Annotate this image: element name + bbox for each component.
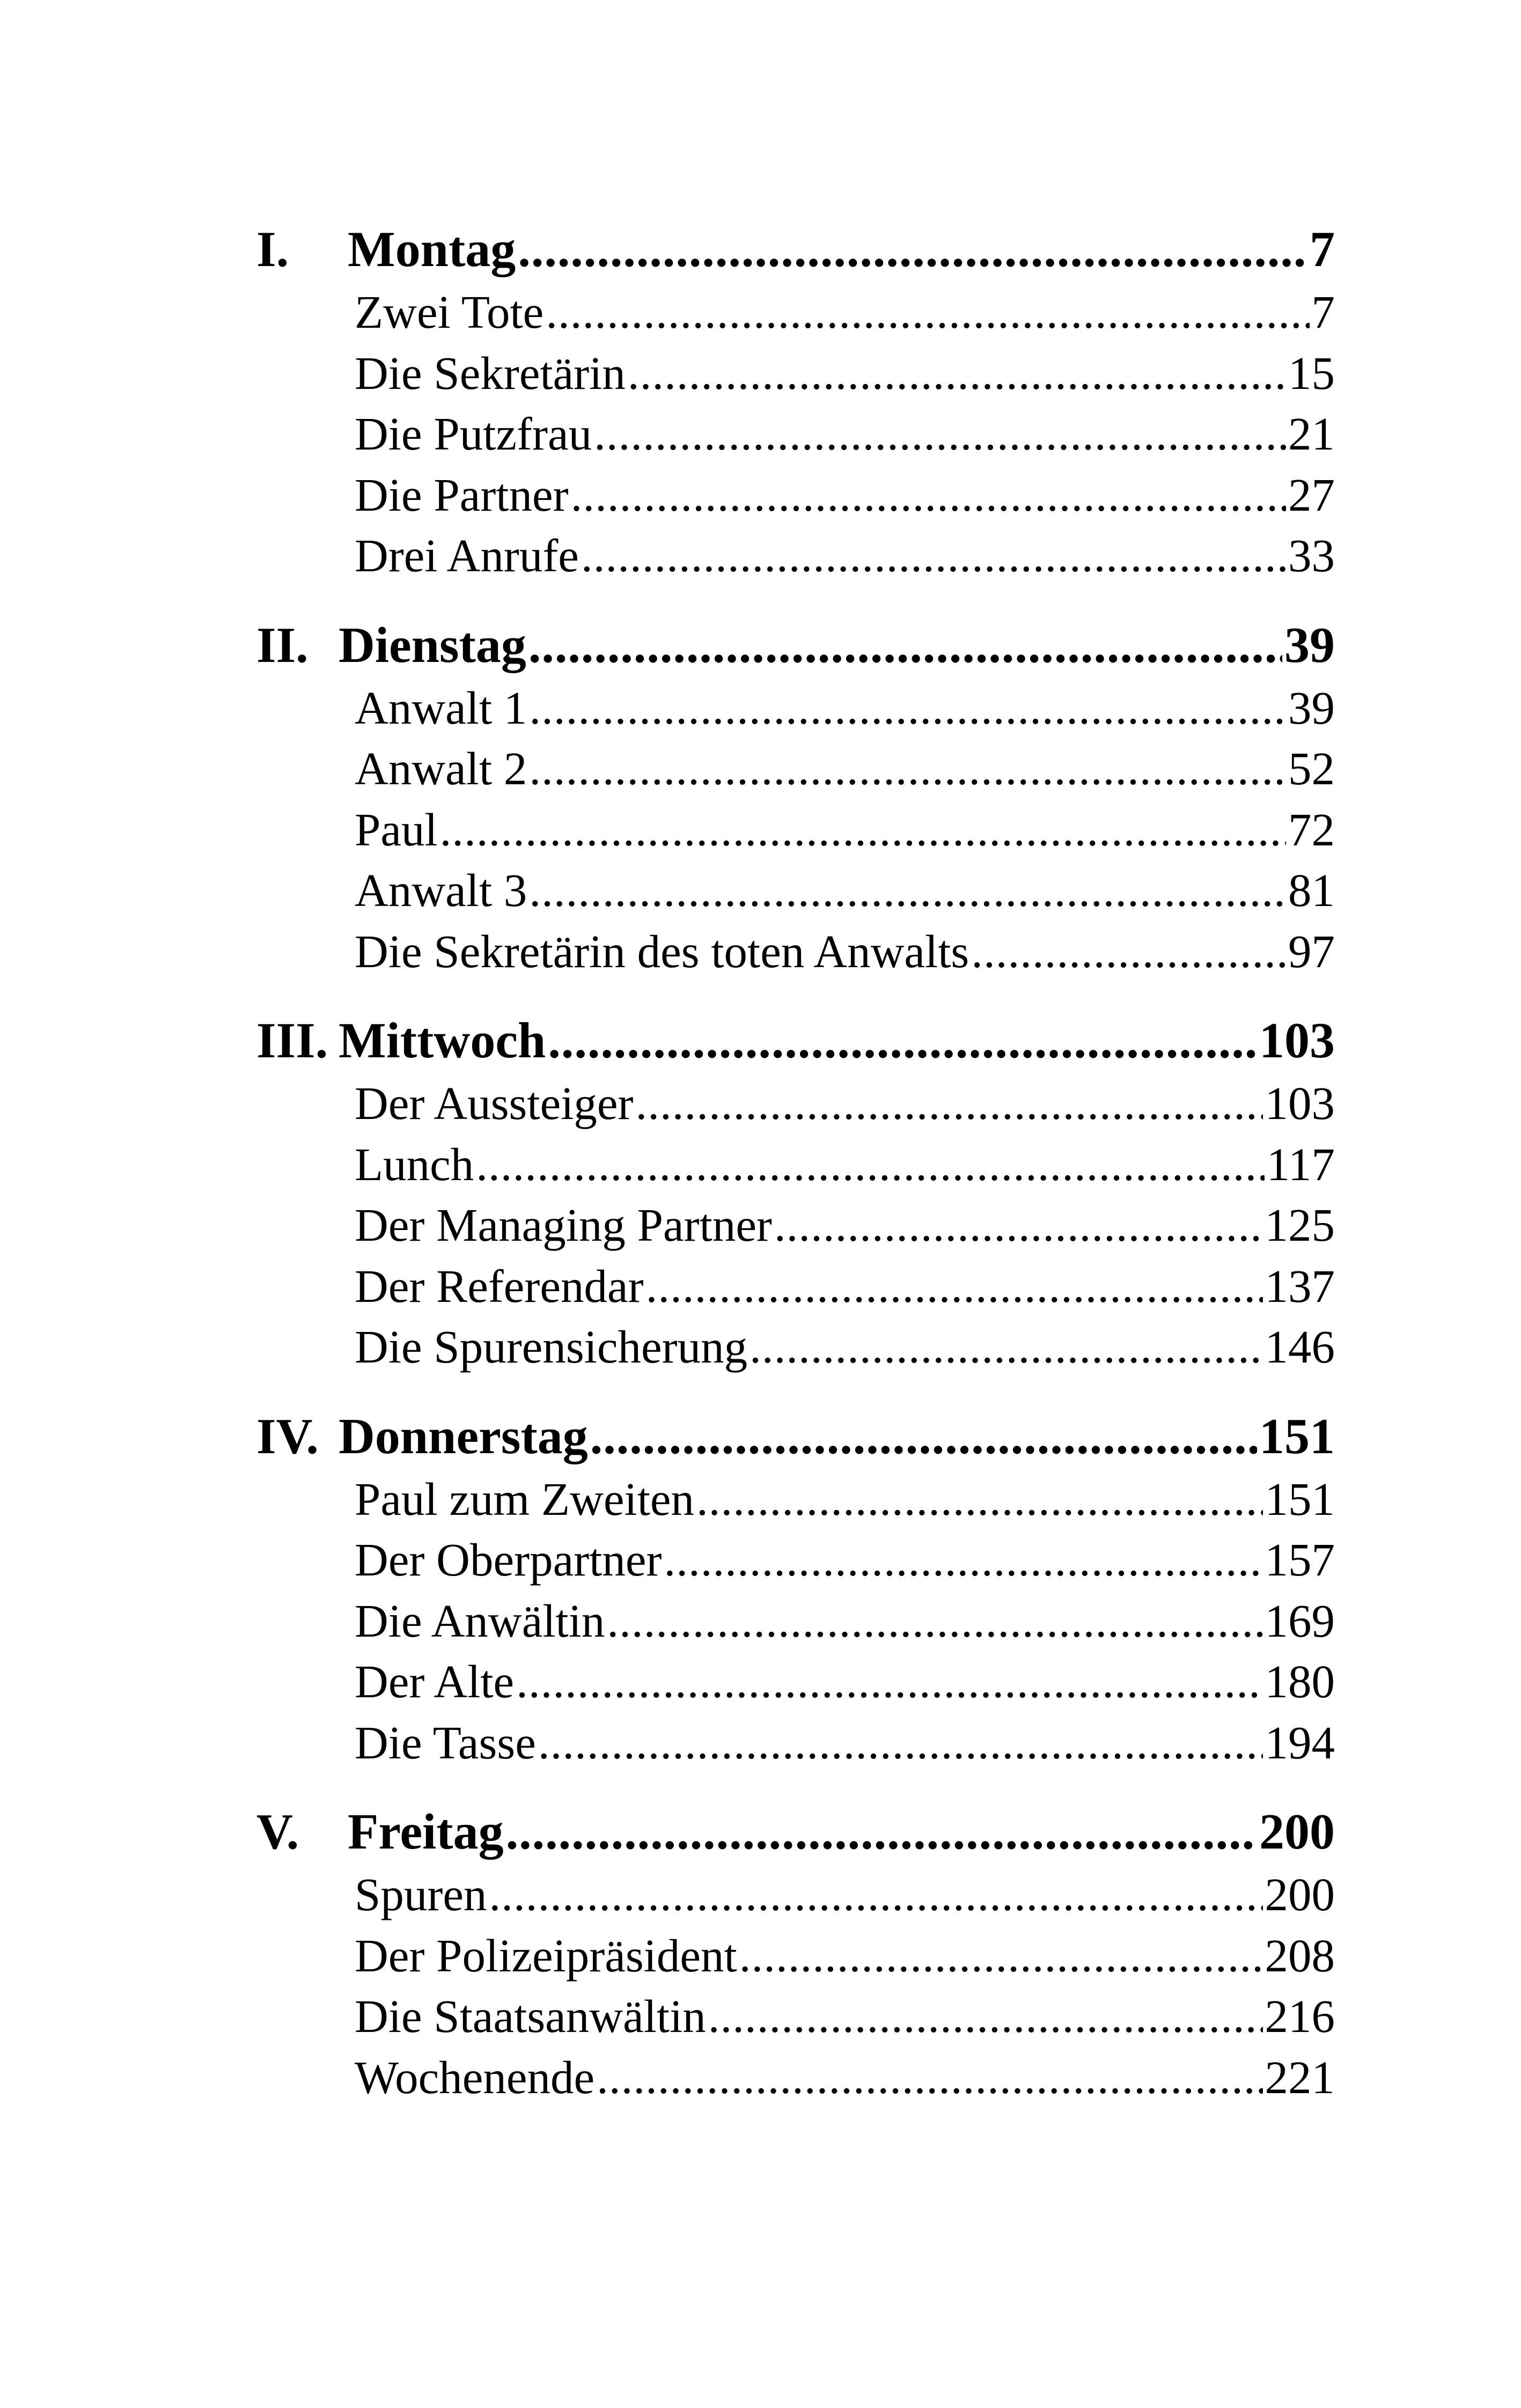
entry-page-number: 39 <box>1288 681 1335 734</box>
chapter-title: Montag <box>348 222 516 277</box>
dot-leader <box>476 1134 1264 1195</box>
dot-leader <box>739 1925 1263 1986</box>
dot-leader <box>607 1590 1262 1652</box>
entry-page-number: 180 <box>1265 1655 1335 1707</box>
entry-title: Die Putzfrau <box>355 408 592 460</box>
chapter-page-number: 7 <box>1310 222 1335 277</box>
entry-page-number: 21 <box>1288 408 1335 460</box>
chapter-heading[interactable] <box>256 1008 1335 1073</box>
entry-title: Die Anwältin <box>355 1594 605 1647</box>
entry-title: Der Alte <box>355 1655 515 1707</box>
chapter-heading[interactable] <box>256 217 1335 282</box>
chapter-numeral: IV. <box>256 1408 319 1464</box>
chapter-heading[interactable] <box>256 1404 1335 1469</box>
entry-title: Drei Anrufe <box>355 529 579 581</box>
entry-title: Der Managing Partner <box>355 1199 772 1251</box>
chapter-freitag <box>256 1800 1335 2108</box>
toc-entry[interactable] <box>355 1469 1335 1530</box>
entry-page-number: 146 <box>1265 1321 1335 1373</box>
entry-title: Lunch <box>355 1138 474 1190</box>
toc-entry[interactable] <box>355 465 1335 526</box>
dot-leader <box>529 678 1286 739</box>
entry-page-number: 81 <box>1288 864 1335 916</box>
entry-title: Anwalt 3 <box>355 864 527 916</box>
entry-page-number: 157 <box>1265 1534 1335 1586</box>
dot-leader <box>597 2047 1262 2108</box>
dot-leader <box>628 343 1286 404</box>
dot-leader <box>664 1529 1262 1590</box>
dot-leader <box>646 1256 1263 1317</box>
toc-entry[interactable] <box>355 343 1335 404</box>
dot-leader <box>516 1651 1262 1712</box>
entry-page-number: 125 <box>1265 1199 1335 1251</box>
entry-title: Die Sekretärin des toten Anwalts <box>355 925 969 977</box>
entry-page-number: 117 <box>1266 1138 1335 1190</box>
toc-entry[interactable] <box>355 1651 1335 1712</box>
toc-entry[interactable] <box>355 1134 1335 1195</box>
entry-title: Spuren <box>355 1868 487 1920</box>
entry-title: Anwalt 2 <box>355 742 527 794</box>
entry-page-number: 72 <box>1288 803 1335 856</box>
dot-leader <box>971 921 1286 982</box>
entry-page-number: 194 <box>1265 1716 1335 1769</box>
chapter-page-number: 151 <box>1259 1408 1335 1464</box>
entry-title: Die Sekretärin <box>355 347 626 399</box>
entry-title: Die Tasse <box>355 1716 536 1769</box>
chapter-title: Mittwoch <box>339 1013 546 1069</box>
toc-entry[interactable] <box>355 1712 1335 1773</box>
dot-leader <box>635 1073 1262 1134</box>
chapter-numeral: II. <box>256 617 308 673</box>
chapter-heading[interactable] <box>256 1800 1335 1864</box>
entry-page-number: 169 <box>1265 1594 1335 1647</box>
chapter-numeral: V. <box>256 1804 299 1860</box>
toc-entry[interactable] <box>355 2047 1335 2108</box>
dot-leader <box>489 1864 1262 1925</box>
entry-title: Der Oberpartner <box>355 1534 662 1586</box>
entry-title: Zwei Tote <box>355 286 544 338</box>
toc-entry[interactable] <box>355 1316 1335 1378</box>
entry-page-number: 200 <box>1265 1868 1335 1920</box>
dot-leader <box>708 1986 1263 2047</box>
dot-leader <box>546 282 1309 343</box>
toc-entry[interactable] <box>355 1195 1335 1256</box>
entry-title: Die Staatsanwältin <box>355 1990 706 2042</box>
toc-entry[interactable] <box>355 282 1335 343</box>
toc-entry[interactable] <box>355 1256 1335 1317</box>
chapter-dienstag <box>256 613 1335 982</box>
entry-page-number: 103 <box>1265 1077 1335 1129</box>
entry-title: Paul <box>355 803 438 856</box>
toc-entry[interactable] <box>355 678 1335 739</box>
entry-page-number: 15 <box>1288 347 1335 399</box>
entry-title: Die Spurensicherung <box>355 1321 748 1373</box>
toc-entry[interactable] <box>355 1864 1335 1925</box>
toc-entry[interactable] <box>355 738 1335 799</box>
chapter-page-number: 103 <box>1259 1013 1335 1069</box>
toc-entry[interactable] <box>355 1590 1335 1652</box>
toc-entry[interactable] <box>355 1986 1335 2047</box>
toc-entry[interactable] <box>355 1529 1335 1590</box>
dot-leader <box>774 1195 1263 1256</box>
chapter-title: Dienstag <box>339 617 526 673</box>
chapter-heading[interactable] <box>256 613 1335 678</box>
dot-leader <box>696 1469 1262 1530</box>
dot-leader <box>440 799 1286 860</box>
entry-page-number: 97 <box>1288 925 1335 977</box>
dot-leader <box>538 1712 1263 1773</box>
toc-entry[interactable] <box>355 1925 1335 1986</box>
toc-entry[interactable] <box>355 799 1335 860</box>
chapter-mittwoch <box>256 1008 1335 1378</box>
entry-title: Die Partner <box>355 468 569 521</box>
dot-leader <box>529 860 1286 921</box>
dot-leader <box>529 738 1286 799</box>
entry-page-number: 137 <box>1265 1260 1335 1312</box>
dot-leader <box>548 1008 1257 1073</box>
entry-page-number: 7 <box>1311 286 1335 338</box>
entry-title: Anwalt 1 <box>355 681 527 734</box>
dot-leader <box>506 1800 1257 1864</box>
entry-title: Wochenende <box>355 2051 595 2103</box>
entry-page-number: 52 <box>1288 742 1335 794</box>
entry-page-number: 27 <box>1288 468 1335 521</box>
dot-leader <box>571 465 1286 526</box>
entry-title: Der Aussteiger <box>355 1077 634 1129</box>
chapter-title: Freitag <box>348 1804 504 1860</box>
chapter-title: Donnerstag <box>339 1408 588 1464</box>
dot-leader <box>594 403 1286 465</box>
toc-entry[interactable] <box>355 1073 1335 1134</box>
table-of-contents <box>256 217 1335 2134</box>
entry-title: Paul zum Zweiten <box>355 1472 695 1525</box>
entry-page-number: 221 <box>1265 2051 1335 2103</box>
dot-leader <box>590 1404 1257 1469</box>
dot-leader <box>581 525 1286 586</box>
entry-page-number: 216 <box>1265 1990 1335 2042</box>
chapter-montag <box>256 217 1335 586</box>
dot-leader <box>518 217 1307 282</box>
entry-page-number: 151 <box>1265 1472 1335 1525</box>
chapter-numeral: III. <box>256 1013 328 1069</box>
chapter-numeral: I. <box>256 222 289 277</box>
toc-entry[interactable] <box>355 403 1335 465</box>
dot-leader <box>750 1316 1262 1378</box>
entry-title: Der Polizeipräsident <box>355 1929 737 1982</box>
toc-entry[interactable] <box>355 921 1335 982</box>
chapter-donnerstag <box>256 1404 1335 1773</box>
entry-page-number: 208 <box>1265 1929 1335 1982</box>
toc-entry[interactable] <box>355 860 1335 921</box>
chapter-page-number: 200 <box>1259 1804 1335 1860</box>
dot-leader <box>528 613 1282 678</box>
entry-page-number: 33 <box>1288 529 1335 581</box>
chapter-page-number: 39 <box>1284 617 1335 673</box>
entry-title: Der Referendar <box>355 1260 644 1312</box>
toc-entry[interactable] <box>355 525 1335 586</box>
